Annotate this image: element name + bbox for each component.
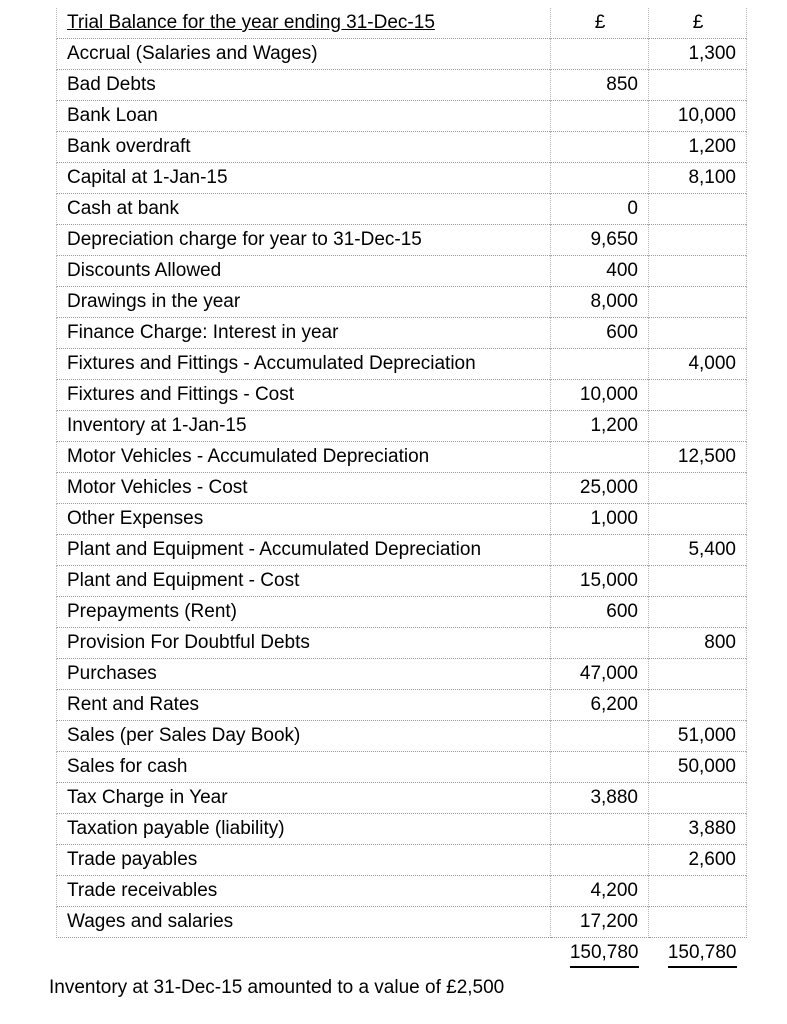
row-debit: 6,200 [551,690,649,721]
total-credit [649,938,747,969]
table-row [57,628,747,659]
row-credit: 5,400 [649,535,747,566]
row-debit [551,752,649,783]
table-row [57,876,747,907]
row-label: Provision For Doubtful Debts [57,628,551,659]
row-label: Discounts Allowed [57,256,551,287]
table-row [57,752,747,783]
table-row [57,380,747,411]
row-credit [649,225,747,256]
row-debit [551,535,649,566]
row-debit [551,814,649,845]
table-row [57,225,747,256]
row-debit [551,442,649,473]
row-credit: 1,200 [649,132,747,163]
table-row [57,411,747,442]
row-credit [649,907,747,938]
row-debit [551,163,649,194]
row-debit: 17,200 [551,907,649,938]
row-label: Cash at bank [57,194,551,225]
row-label: Taxation payable (liability) [57,814,551,845]
table-row [57,721,747,752]
row-credit: 2,600 [649,845,747,876]
row-label: Plant and Equipment - Cost [57,566,551,597]
totals-label [57,938,551,969]
row-credit [649,783,747,814]
row-debit: 850 [551,70,649,101]
table-row [57,287,747,318]
row-debit: 4,200 [551,876,649,907]
row-credit [649,690,747,721]
table-row [57,101,747,132]
row-credit [649,597,747,628]
trial-balance-sheet [56,8,746,968]
row-credit [649,411,747,442]
row-label: Bank overdraft [57,132,551,163]
row-label: Drawings in the year [57,287,551,318]
row-label: Tax Charge in Year [57,783,551,814]
table-row [57,504,747,535]
row-label: Other Expenses [57,504,551,535]
row-label: Finance Charge: Interest in year [57,318,551,349]
row-label: Prepayments (Rent) [57,597,551,628]
row-label: Sales for cash [57,752,551,783]
row-credit [649,876,747,907]
row-debit: 600 [551,597,649,628]
table-row [57,194,747,225]
inventory-footnote: Inventory at 31-Dec-15 amounted to a value of £2,500 [49,977,505,998]
table-row [57,535,747,566]
table-row [57,39,747,70]
table-row [57,845,747,876]
row-label: Accrual (Salaries and Wages) [57,39,551,70]
row-credit [649,380,747,411]
row-credit [649,473,747,504]
row-credit: 50,000 [649,752,747,783]
row-credit [649,70,747,101]
row-label: Capital at 1-Jan-15 [57,163,551,194]
row-debit [551,349,649,380]
row-debit: 3,880 [551,783,649,814]
row-label: Bank Loan [57,101,551,132]
row-debit: 10,000 [551,380,649,411]
row-debit: 9,650 [551,225,649,256]
row-label: Depreciation charge for year to 31-Dec-15 [57,225,551,256]
table-row [57,597,747,628]
row-credit: 51,000 [649,721,747,752]
table-row [57,318,747,349]
trial-balance-table [56,8,747,968]
row-credit [649,504,747,535]
table-row [57,473,747,504]
row-label: Motor Vehicles - Accumulated Depreciation [57,442,551,473]
row-credit: 12,500 [649,442,747,473]
row-credit: 3,880 [649,814,747,845]
row-debit: 600 [551,318,649,349]
row-label: Motor Vehicles - Cost [57,473,551,504]
table-row [57,566,747,597]
table-row [57,442,747,473]
table-row [57,783,747,814]
row-debit: 47,000 [551,659,649,690]
row-label: Rent and Rates [57,690,551,721]
row-credit [649,287,747,318]
row-debit [551,845,649,876]
table-title: Trial Balance for the year ending 31-Dec-15 [57,8,551,39]
table-row [57,70,747,101]
row-credit [649,659,747,690]
row-credit: 8,100 [649,163,747,194]
row-label: Trade receivables [57,876,551,907]
row-credit: 1,300 [649,39,747,70]
row-credit: 10,000 [649,101,747,132]
row-debit: 25,000 [551,473,649,504]
table-body [57,39,747,969]
row-label: Bad Debts [57,70,551,101]
header-row [57,8,747,39]
total-debit [551,938,649,969]
table-row [57,163,747,194]
table-row [57,256,747,287]
row-label: Plant and Equipment - Accumulated Depreciation [57,535,551,566]
row-credit: 800 [649,628,747,659]
debit-currency-header: £ [551,8,649,39]
table-row [57,659,747,690]
row-credit [649,566,747,597]
row-debit [551,721,649,752]
row-credit [649,318,747,349]
table-row [57,907,747,938]
table-row [57,132,747,163]
row-label: Wages and salaries [57,907,551,938]
row-label: Purchases [57,659,551,690]
row-credit [649,256,747,287]
row-label: Inventory at 1-Jan-15 [57,411,551,442]
row-debit: 0 [551,194,649,225]
table-row [57,814,747,845]
row-debit [551,39,649,70]
total-credit-value: 150,780 [668,940,737,968]
totals-row [57,938,747,969]
row-credit: 4,000 [649,349,747,380]
row-debit [551,101,649,132]
row-debit: 8,000 [551,287,649,318]
row-debit: 400 [551,256,649,287]
row-label: Trade payables [57,845,551,876]
credit-currency-header: £ [649,8,747,39]
row-credit [649,194,747,225]
table-row [57,690,747,721]
row-label: Fixtures and Fittings - Accumulated Depreciation [57,349,551,380]
table-row [57,349,747,380]
row-debit [551,132,649,163]
row-debit: 1,000 [551,504,649,535]
row-label: Sales (per Sales Day Book) [57,721,551,752]
total-debit-value: 150,780 [570,940,639,968]
row-debit: 1,200 [551,411,649,442]
row-debit [551,628,649,659]
row-debit: 15,000 [551,566,649,597]
row-label: Fixtures and Fittings - Cost [57,380,551,411]
